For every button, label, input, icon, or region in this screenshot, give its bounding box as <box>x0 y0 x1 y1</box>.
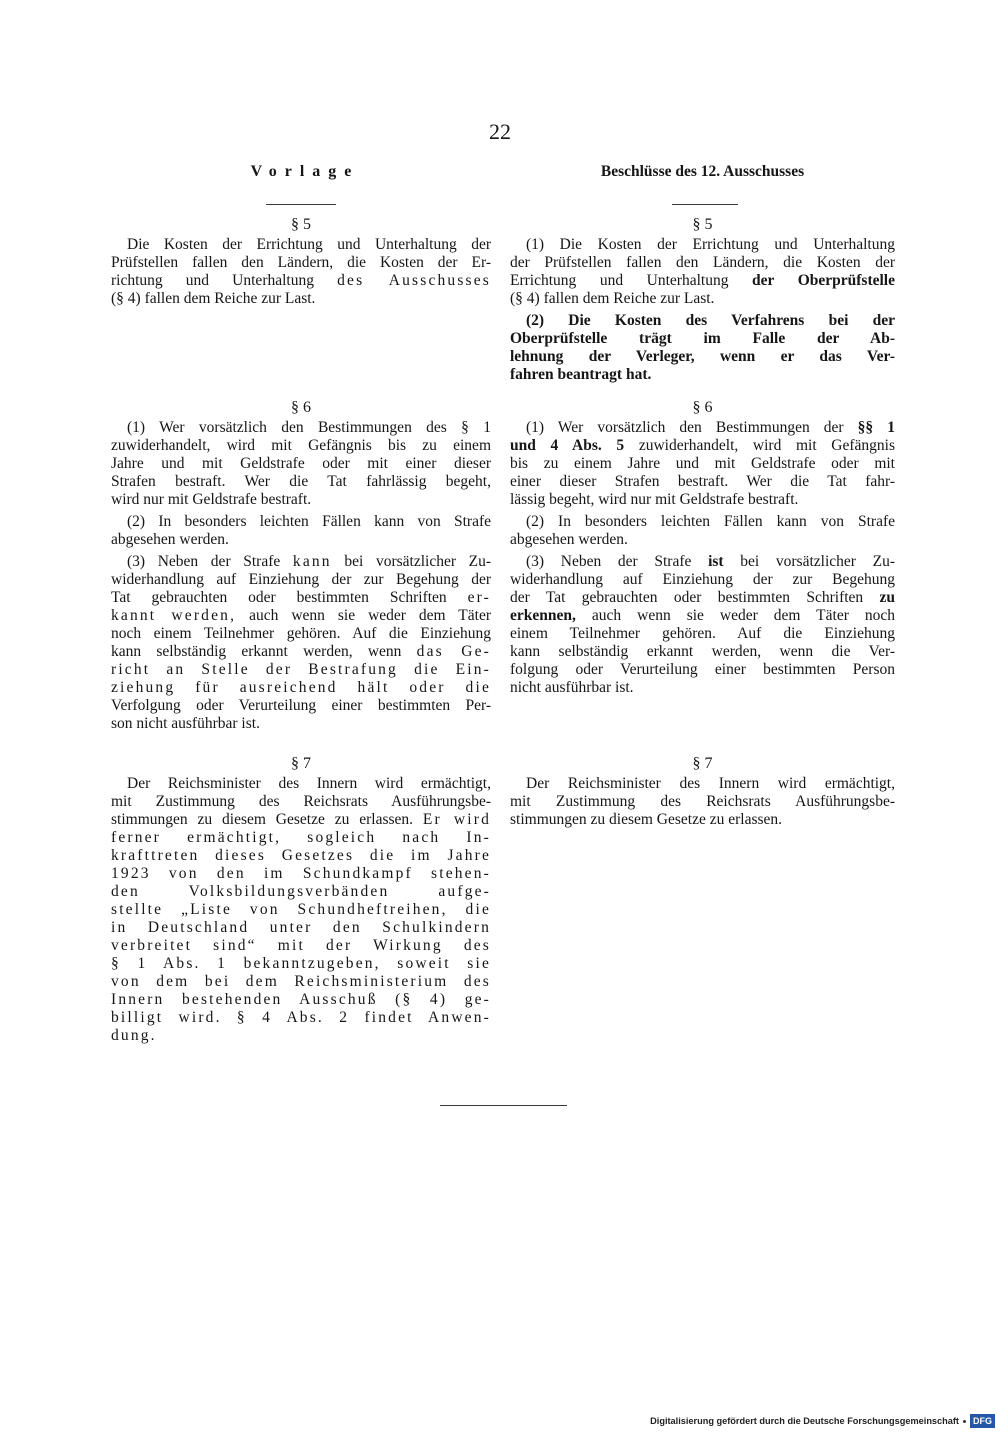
text-line: Verfolgung oder Verurteilung einer bestimmten Per- <box>111 697 491 714</box>
paragraph <box>510 513 895 549</box>
text-line <box>111 829 491 847</box>
spaced-text-segment: kannt werden, <box>111 607 237 624</box>
text-line: son nicht ausführbar ist. <box>111 715 260 732</box>
bold-text-segment: fahren beantragt hat. <box>510 366 652 383</box>
text-line: einem Teilnehmer gehören. Auf die Einziehung <box>510 625 895 642</box>
text-line <box>111 865 491 883</box>
text-segment: (1) Wer vorsätzlich den Bestimmungen der <box>526 419 858 436</box>
text-line: (§ 4) fallen dem Reiche zur Last. <box>111 290 316 307</box>
spaced-text-segment: den Volksbildungsverbänden aufge- <box>111 883 491 900</box>
footer <box>650 1413 995 1429</box>
text-line: (§ 4) fallen dem Reiche zur Last. <box>510 290 715 307</box>
spaced-text-segment: richt an Stelle der Bestrafung die Ein- <box>111 661 491 678</box>
text-line <box>510 419 895 437</box>
spaced-text-segment: er- <box>467 589 491 606</box>
text-line <box>510 607 895 625</box>
text-line: Die Kosten der Errichtung und Unterhaltung der <box>127 236 491 253</box>
right-section-7 <box>510 752 895 829</box>
text-line <box>111 679 491 697</box>
text-segment: auch wenn sie weder dem Täter <box>236 607 491 624</box>
end-rule <box>440 1105 567 1106</box>
text-line <box>111 607 491 625</box>
text-line: (2) In besonders leichten Fällen kann von Strafe <box>127 513 491 530</box>
text-line <box>510 330 895 348</box>
text-segment: bei vorsätzlicher Zu- <box>331 553 492 570</box>
section-title: § 5 <box>291 216 311 233</box>
paragraph <box>510 419 895 509</box>
spaced-text-segment: verbreitet sind“ mit der Wirkung des <box>111 937 491 954</box>
spaced-text-segment: ferner ermächtigt, sogleich nach In- <box>111 829 491 846</box>
section-title: § 6 <box>291 399 311 416</box>
paragraph <box>510 312 895 384</box>
right-section-5 <box>510 213 895 384</box>
text-line <box>111 883 491 901</box>
text-segment: (3) Neben der Strafe <box>526 553 709 570</box>
text-line <box>510 272 895 290</box>
text-line: zuwiderhandelt, wird mit Gefängnis bis zu einem <box>111 437 491 454</box>
spaced-text-segment: billigt wird. § 4 Abs. 2 findet Anwen- <box>111 1009 491 1026</box>
spaced-text-segment: Innern bestehenden Ausschuß (§ 4) ge- <box>111 991 491 1008</box>
text-segment: zuwiderhandelt, wird mit Gefängnis <box>624 437 895 454</box>
text-line <box>111 937 491 955</box>
spaced-text-segment: § 1 Abs. 1 bekanntzugeben, soweit sie <box>111 955 491 972</box>
text-line <box>111 811 491 829</box>
text-line: Jahre und mit Geldstrafe oder mit einer dieser <box>111 455 491 472</box>
text-segment: kann selbständig erkannt werden, wenn <box>111 643 417 660</box>
right-section-6 <box>510 396 895 697</box>
text-line <box>111 991 491 1009</box>
spaced-text-segment: kann <box>292 553 332 570</box>
paragraph <box>111 553 491 733</box>
bold-text-segment: der Oberprüfstelle <box>752 272 895 289</box>
spaced-text-segment: von dem bei dem Reichsministerium des <box>111 973 491 990</box>
text-line <box>111 973 491 991</box>
bold-text-segment: lehnung der Verleger, wenn er das Ver- <box>510 348 895 365</box>
text-line: abgesehen werden. <box>510 531 628 548</box>
text-line: der Prüfstellen fallen den Ländern, die Kosten der <box>510 254 895 271</box>
text-segment: Errichtung und Unterhaltung <box>510 272 753 289</box>
text-segment: stimmungen zu diesem Gesetze zu erlassen. <box>111 811 423 828</box>
paragraph <box>111 513 491 549</box>
dfg-logo-icon: DFG <box>970 1414 995 1428</box>
text-segment: der Tat gebrauchten oder bestimmten Schriften <box>510 589 880 606</box>
spaced-text-segment: stellte „Liste von Schundheftreihen, die <box>111 901 491 918</box>
text-line: widerhandlung auf Einziehung der zur Begehung der <box>111 571 491 588</box>
text-segment: (3) Neben der Strafe <box>127 553 293 570</box>
text-line <box>111 847 491 865</box>
left-column-draft-text <box>111 0 491 1090</box>
left-section-5 <box>111 213 491 308</box>
text-line <box>111 955 491 973</box>
bold-text-segment: und 4 Abs. 5 <box>510 437 625 454</box>
text-line: einer dieser Strafen bestraft. Wer die Tat fahr- <box>510 473 895 490</box>
text-line: Der Reichsminister des Innern wird ermächtigt, <box>127 775 491 792</box>
text-line: lässig begeht, wird nur mit Geldstrafe bestraft. <box>510 491 799 508</box>
paragraph <box>111 236 491 308</box>
text-line <box>510 553 895 571</box>
text-line: bis zu einem Jahre und mit Geldstrafe oder mit <box>510 455 895 472</box>
spaced-text-segment: das Ge- <box>416 643 491 660</box>
text-line <box>510 312 895 330</box>
spaced-text-segment: ziehung für ausreichend hält oder die <box>111 679 491 696</box>
spaced-text-segment: krafttreten dieses Gesetzes die im Jahre <box>111 847 491 864</box>
right-column-heading: Beschlüsse des 12. Ausschusses <box>600 163 805 180</box>
text-line <box>111 901 491 919</box>
page-number: 22 <box>489 119 511 144</box>
bold-text-segment: Oberprüfstelle trägt im Falle der Ab- <box>510 330 895 347</box>
left-section-7 <box>111 752 491 1045</box>
text-line: Prüfstellen fallen den Ländern, die Kosten der Er- <box>111 254 491 271</box>
text-line: wird nur mit Geldstrafe bestraft. <box>111 491 312 508</box>
text-segment: auch wenn sie weder dem Täter noch <box>575 607 895 624</box>
text-line: abgesehen werden. <box>111 531 229 548</box>
text-line: Strafen bestraft. Wer die Tat fahrlässig begeht, <box>111 473 491 490</box>
text-line <box>510 589 895 607</box>
paragraph <box>111 419 491 509</box>
spaced-text-segment: in Deutschland unter den Schulkindern <box>111 919 491 936</box>
text-line: mit Zustimmung des Reichsrats Ausführungsbe- <box>510 793 895 810</box>
text-line <box>510 366 895 384</box>
paragraph <box>510 236 895 308</box>
text-line <box>111 661 491 679</box>
section-title: § 7 <box>291 755 311 772</box>
bold-text-segment: erkennen, <box>510 607 576 624</box>
text-line: (1) Die Kosten der Errichtung und Unterhaltung <box>526 236 895 253</box>
text-line: stimmungen zu diesem Gesetze zu erlassen. <box>510 811 783 828</box>
text-line: (2) In besonders leichten Fällen kann von Strafe <box>526 513 895 530</box>
text-line: nicht ausführbar ist. <box>510 679 634 696</box>
spaced-text-segment: des Ausschusses <box>337 272 491 289</box>
text-line <box>111 1027 491 1045</box>
bold-text-segment: (2) Die Kosten des Verfahrens bei der <box>526 312 895 329</box>
text-line <box>510 437 895 455</box>
text-line: Der Reichsminister des Innern wird ermächtigt, <box>526 775 895 792</box>
paragraph <box>510 553 895 697</box>
text-line <box>111 919 491 937</box>
section-title: § 7 <box>692 755 713 772</box>
footer-separator-dot <box>963 1420 966 1423</box>
section-title: § 5 <box>692 216 713 233</box>
right-column-committee-text <box>510 0 895 1090</box>
bold-text-segment: zu <box>879 589 895 606</box>
paragraph <box>111 775 491 1045</box>
paragraph <box>510 775 895 829</box>
text-line: widerhandlung auf Einziehung der zur Begehung <box>510 571 895 588</box>
text-line: kann selbständig erkannt werden, wenn die Ver- <box>510 643 895 660</box>
text-segment: Tat gebrauchten oder bestimmten Schriften <box>111 589 468 606</box>
text-line <box>111 589 491 607</box>
spaced-text-segment: 1923 von den im Schundkampf stehen- <box>111 865 491 882</box>
left-section-6 <box>111 396 491 733</box>
text-segment: bei vorsätzlicher Zu- <box>723 553 895 570</box>
spaced-text-segment: dung. <box>111 1027 157 1044</box>
text-line <box>111 553 491 571</box>
footer-credit: Digitalisierung gefördert durch die Deutsche Forschungsgemeinschaft <box>650 1416 959 1426</box>
text-line: folgung oder Verurteilung einer bestimmten Person <box>510 661 895 678</box>
text-line: noch einem Teilnehmer gehören. Auf die Einziehung <box>111 625 491 642</box>
text-segment: richtung und Unterhaltung <box>111 272 338 289</box>
text-line <box>111 1009 491 1027</box>
text-line <box>111 272 491 290</box>
text-line <box>510 348 895 366</box>
left-column-heading: Vorlage <box>250 163 360 180</box>
text-line: mit Zustimmung des Reichsrats Ausführungsbe- <box>111 793 491 810</box>
spaced-text-segment: Er wird <box>422 811 491 828</box>
bold-text-segment: §§ 1 <box>857 419 895 436</box>
text-line <box>111 643 491 661</box>
bold-text-segment: ist <box>708 553 724 570</box>
section-title: § 6 <box>692 399 713 416</box>
text-line: (1) Wer vorsätzlich den Bestimmungen des § 1 <box>127 419 491 436</box>
